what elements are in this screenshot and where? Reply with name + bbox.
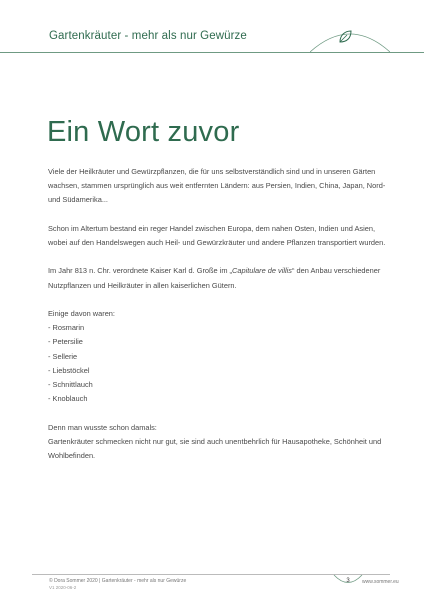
closing-line-1: Denn man wusste schon damals: xyxy=(48,422,157,432)
page-title: Ein Wort zuvor xyxy=(47,116,240,148)
copyright-text: © Dora Sommer 2020 | Gartenkräuter - mehr als nur Gewürze xyxy=(49,578,187,584)
header-title: Gartenkräuter - mehr als nur Gewürze xyxy=(49,30,247,42)
decree-paragraph xyxy=(48,264,388,292)
list-item: - Liebstöckel xyxy=(48,365,90,375)
page-content xyxy=(48,165,388,463)
version-text: V1 2020-06-2 xyxy=(49,584,77,590)
herb-list-intro: Einige davon waren: xyxy=(48,308,115,318)
decree-text-start: Im Jahr 813 n. Chr. verordnete Kaiser Karl d. Große im „ xyxy=(48,266,233,276)
list-item: - Schnittlauch xyxy=(48,380,93,389)
page-number: 3 xyxy=(346,578,350,584)
website-link[interactable]: www.sommer.eu xyxy=(362,579,399,585)
trade-paragraph: Schon im Altertum bestand ein reger Handel zwischen Europa, dem nahen Osten, Indien und Asien, wobei auf den Handelswegen auch Heil- und Gewürzkräuter und andere Pflanzen transportiert wurden. xyxy=(48,223,386,247)
decree-title: Capitulare de villis xyxy=(232,266,292,276)
list-item: - Knoblauch xyxy=(48,394,88,404)
intro-paragraph: Viele der Heilkräuter und Gewürzpflanzen, die für uns selbstverständlich sind und in unseren Gärten wachsen, stammen ursprünglich aus weit entfernten Ländern: aus Persien, Indien, China, Japan, Nord- und Südamerika... xyxy=(48,167,386,205)
leaf-icon xyxy=(337,29,353,45)
list-item: - Rosmarin xyxy=(48,323,85,333)
list-item: - Sellerie xyxy=(48,351,78,361)
header-divider xyxy=(0,52,424,53)
list-item: - Petersilie xyxy=(48,337,83,347)
closing-line-2: Gartenkräuter schmecken nicht nur gut, sie sind auch unentbehrlich für Hausapotheke, Schönheit und Wohlbefinden. xyxy=(48,436,382,460)
decree-text-end: “ den Anbau verschiedener Nutzpflanzen und Heilkräuter in allen kaiserlichen Gütern. xyxy=(48,266,381,290)
footer-copyright xyxy=(49,578,186,591)
herb-list xyxy=(48,321,388,406)
